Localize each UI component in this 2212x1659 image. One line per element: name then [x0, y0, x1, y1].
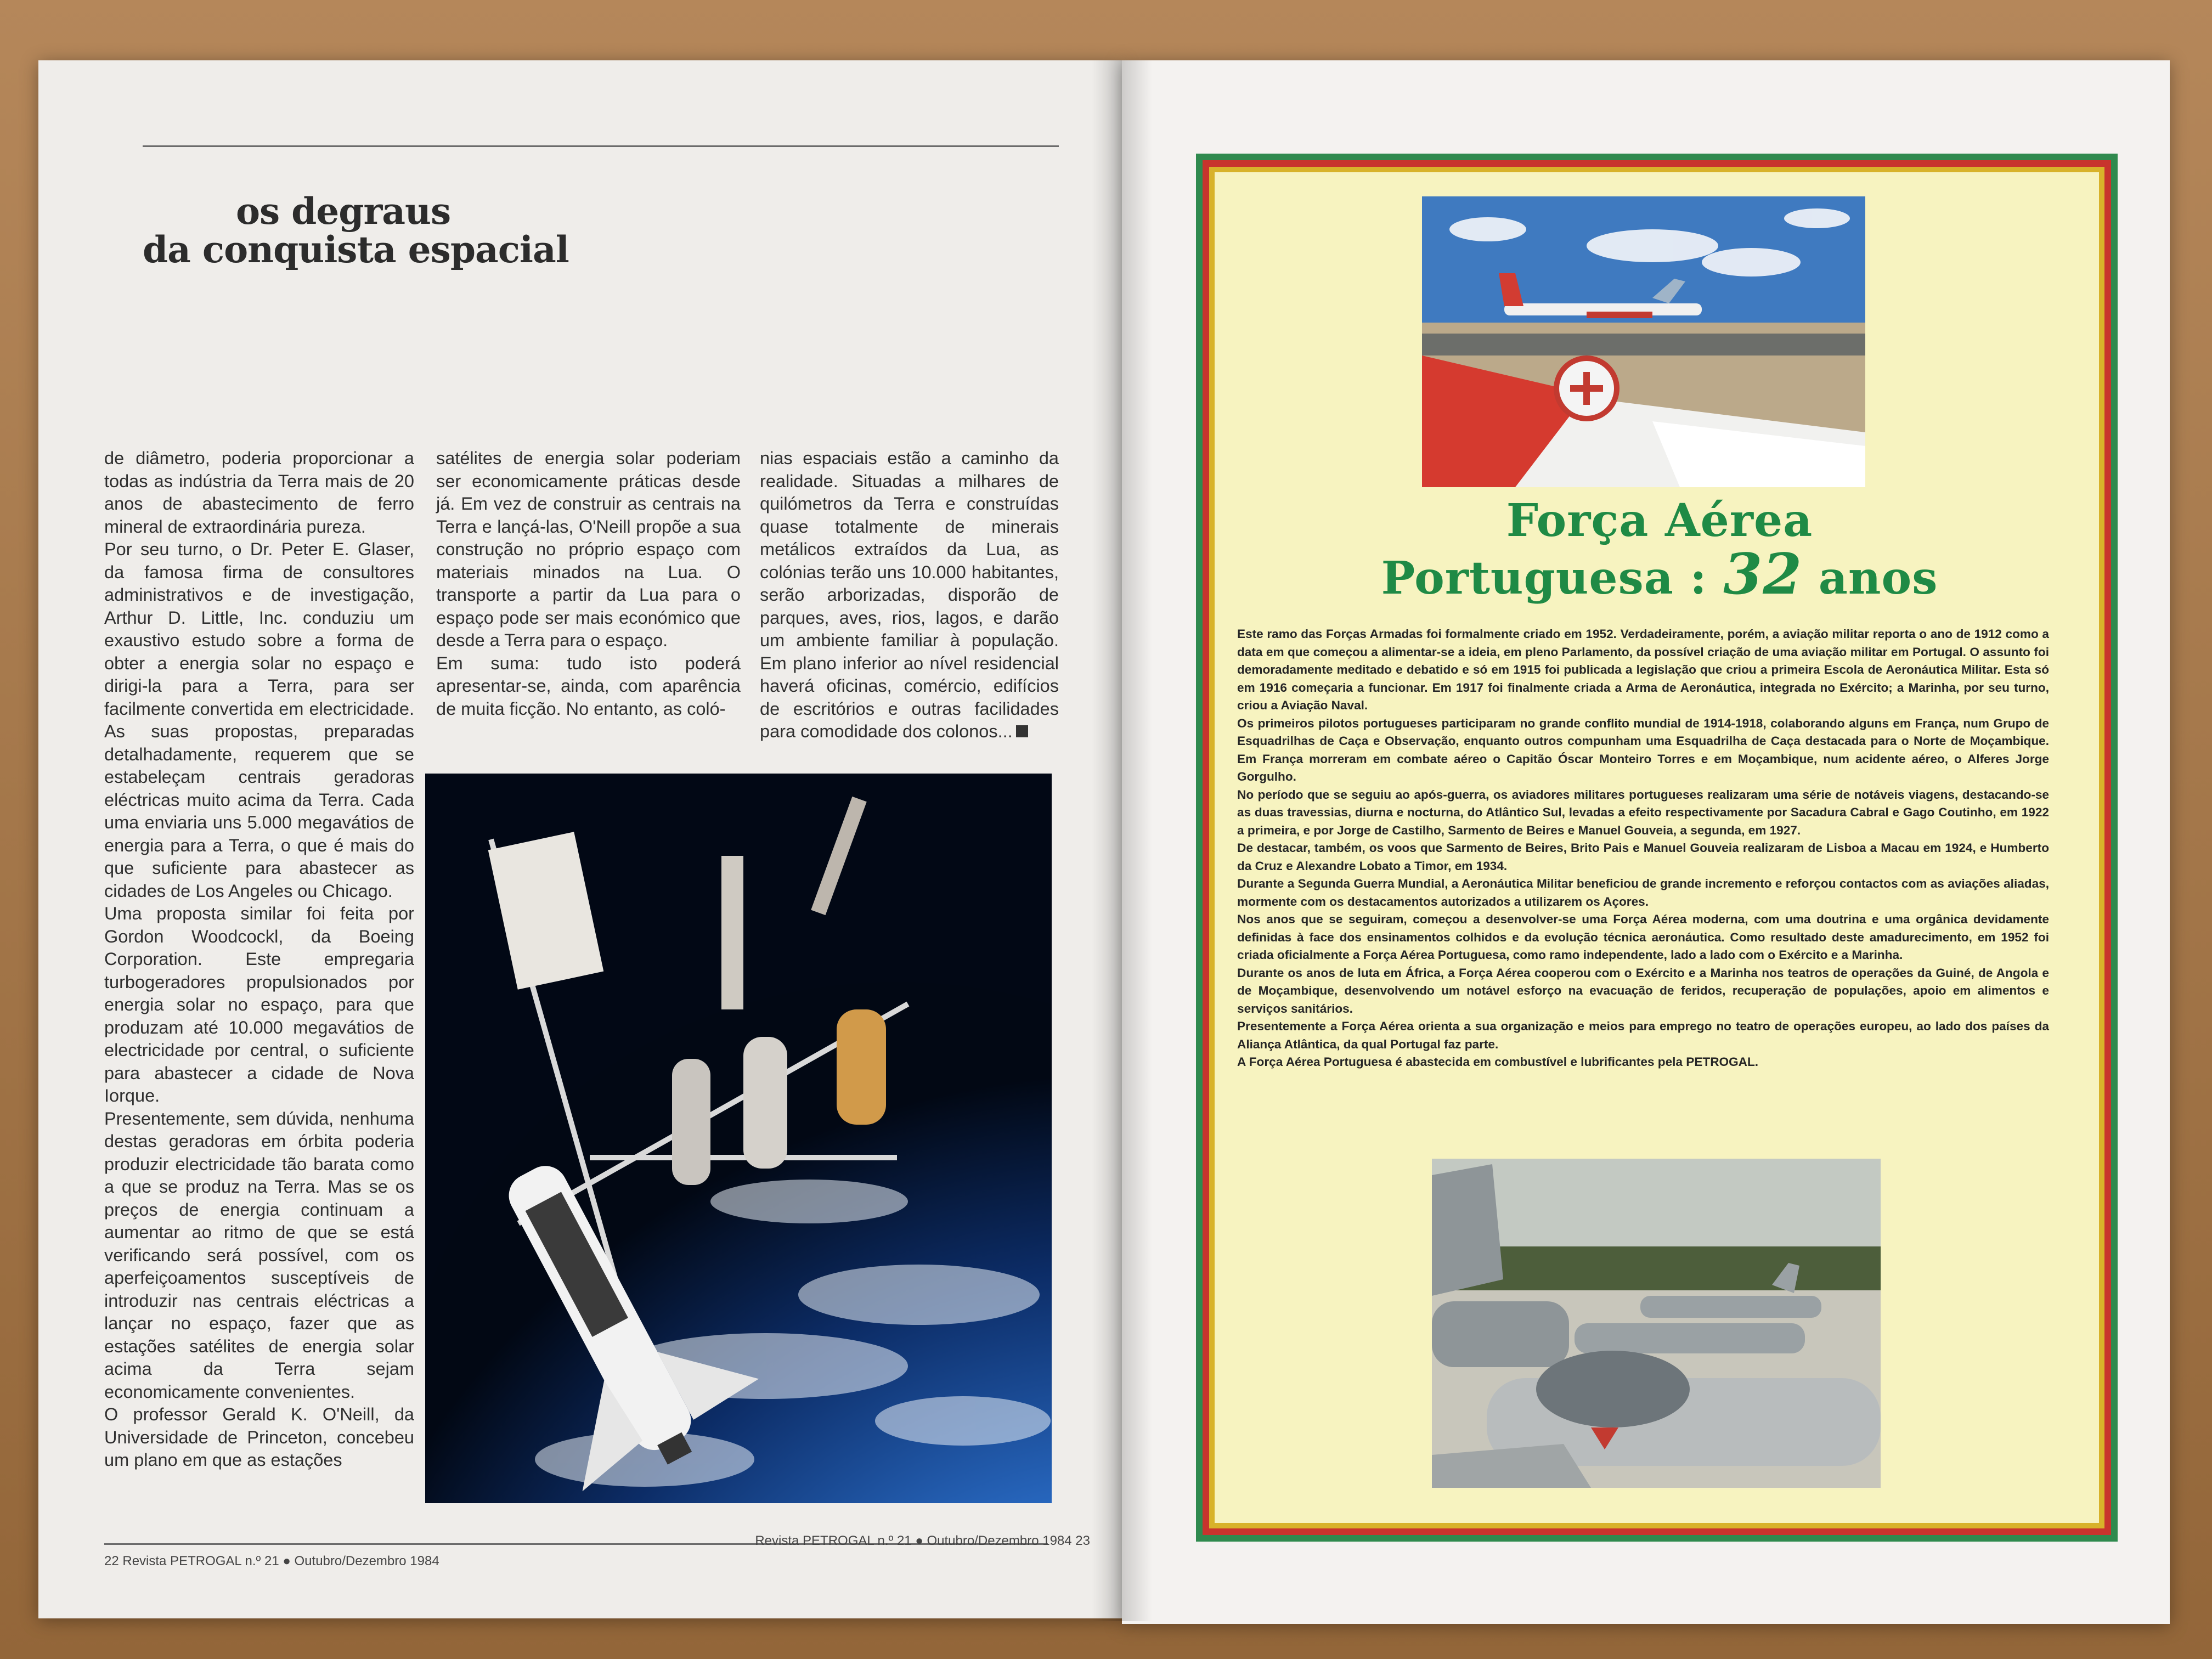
aircraft-photo-artwork — [1422, 196, 1865, 487]
paragraph: Este ramo das Forças Armadas foi formalmente criado em 1952. Verdadeiramente, porém, a aviação militar reporta o ano de 1912 como a data em que começou a alimentar-se a ideia, em pleno Parlamento, da possível criação de uma aviação militar em Portugal. O assunto foi demoradamente meditado e debatido e só em 1915 foi publicada a legislação que criou a primeira Escola de Aeronáutica Militar. Esta só em 1916 começaria a funcionar. Em 1917 foi finalmente criada a Arma de Aeronáutica, integrada no Exército; a Marinha, por seu turno, criou a Aviação Naval. — [1237, 627, 2049, 712]
title-line-2: da conquista espacial — [143, 228, 569, 271]
paragraph-text: nias espaciais estão a caminho da realidade. Situadas a milhares de quilómetros da Terra e construídas quase totalmente de minerais metálicos extraídos da Lua, as colónias terão uns 10.000 habitantes, serão arborizadas, disporão de parques, aves, rios, lagos, e darão um ambiente familiar à população. Em plano inferior ao nível residencial haverá oficinas, comércio, edifícios de escritórios e outras facilidades para comodidade dos colonos... — [760, 448, 1059, 741]
text-column-3 — [760, 447, 1059, 743]
top-rule — [143, 145, 1059, 147]
paragraph: Durante os anos de luta em África, a Força Aérea cooperou com o Exército e a Marinha nos teatros de operações da Guiné, de Angola e de Moçambique, desenvolvendo um notável esforço na evacuação de feridos, recuperação de populações, apoio em alimentos e serviços sanitários. — [1237, 966, 2049, 1015]
paragraph: O professor Gerald K. O'Neill, da Universidade de Princeton, concebeu um plano em que as estações — [104, 1404, 414, 1470]
paragraph: No período que se seguiu ao após-guerra, os aviadores militares portugueses realizaram uma série de notáveis viagens, destacando-se as duas travessias, diurna e nocturna, do Atlântico Sul, levadas a efeito respectivamente por Sacadura Cabral e Gago Coutinho, em 1922 a primeira, e por Jorge de Castilho, Sarmento de Beires e Manuel Gouveia, a segunda, em 1927. — [1237, 787, 2049, 837]
poster-title-suffix: anos — [1818, 552, 1938, 605]
poster-title-number: 32 — [1723, 541, 1803, 607]
paragraph: A Força Aérea Portuguesa é abastecida em combustível e lubrificantes pela PETROGAL. — [1237, 1055, 1759, 1069]
text-column-1 — [104, 447, 414, 1472]
paragraph: Nos anos que se seguiram, começou a desenvolver-se uma Força Aérea moderna, com uma doutrina e uma orgânica devidamente definidas à face dos ensinamentos colhidos e da evolução técnica aeronáutica. Como resultado deste amadurecimento, em 1952 foi criada oficialmente a Força Aérea Portuguesa, como ramo independente, lado a lado com o Exército e a Marinha. — [1237, 912, 2049, 962]
paragraph: Uma proposta similar foi feita por Gordon Woodcockl, da Boeing Corporation. Este empregaria turbogeradores propulsionados por energia solar no espaço, para que produzam até 10.000 megavátios de electricidade por central, o suficiente para abastecer a cidade de Nova Iorque. — [104, 904, 414, 1105]
paragraph: Presentemente, sem dúvida, nenhuma destas geradoras em órbita poderia produzir electricidade tão barata como a que se produz na Terra. Mas se os preços de energia continuam a aumentar ao ritmo de que se está verificando será possível, com os aperfeiçoamentos susceptíveis de introduzir nas centrais eléctricas a lançar no espaço, fazer que as estações satélites de energia solar acima da Terra sejam economicamente convenientes. — [104, 1108, 414, 1402]
text-column-2 — [436, 447, 741, 720]
aircraft-photo-bottom — [1432, 1159, 1881, 1488]
poster-title — [1328, 494, 1991, 605]
paragraph: Os primeiros pilotos portugueses participaram no grande conflito mundial de 1914-1918, colaborando alguns em França, num Grupo de Esquadrilhas de Caça e Observação, enquanto outros compunham uma Esquadrilha de Caça destacada para o Norte de Moçambique. Em França morreram em combate aéreo o Capitão Óscar Monteiro Torres e em Moçambique, num acidente aéreo, o Alferes Jorge Gorgulho. — [1237, 716, 2049, 783]
paragraph: Por seu turno, o Dr. Peter E. Glaser, da famosa firma de consultores administrativos e de investigação, Arthur D. Little, Inc. conduziu um exaustivo estudo sobre a forma de obter a energia solar no espaço e dirigi-la para a Terra, para ser facilmente convertida em electricidade. As suas propostas, preparadas detalhadamente, requerem que se estabeleçam centrais geradoras eléctricas muito acima da Terra. Cada uma enviaria uns 5.000 megavátios de energia para a Terra, o que é mais do que suficiente para abastecer as cidades de Los Angeles ou Chicago. — [104, 539, 414, 901]
page-footer-right: Revista PETROGAL n.º 21 ● Outubro/Dezembro 1984 23 — [755, 1533, 1090, 1548]
end-mark-icon — [1016, 725, 1028, 737]
paragraph: Durante a Segunda Guerra Mundial, a Aeronáutica Militar beneficiou de grande incremento e reforçou contactos com as aviações aliadas, mormente com os destacamentos autorizados a utilizarem os Açores. — [1237, 877, 2049, 909]
paragraph — [760, 447, 1059, 743]
poster-title-line-1: Força Aérea — [1506, 494, 1813, 547]
space-station-artwork — [425, 774, 1052, 1503]
paragraph: Em suma: tudo isto poderá apresentar-se, ainda, com aparência de muita ficção. No entanto, as coló- — [436, 653, 741, 719]
article-title — [143, 192, 582, 269]
aircraft-row-artwork — [1432, 1159, 1881, 1488]
page-footer-left: 22 Revista PETROGAL n.º 21 ● Outubro/Dezembro 1984 — [104, 1554, 439, 1568]
poster-title-line-2 — [1328, 541, 1991, 607]
poster-title-word: Portuguesa : — [1381, 552, 1707, 605]
aircraft-photo-top — [1422, 196, 1865, 487]
page-gutter — [1092, 60, 1152, 1621]
poster-body-text — [1237, 625, 2049, 1071]
title-line-1: os degraus — [236, 190, 451, 233]
space-station-illustration — [425, 774, 1052, 1503]
paragraph: de diâmetro, poderia proporcionar a todas as indústria da Terra mais de 20 anos de abastecimento de ferro mineral de extraordinária pureza. — [104, 448, 414, 537]
paragraph: De destacar, também, os voos que Sarmento de Beires, Brito Pais e Manuel Gouveia realizaram de Lisboa a Macau em 1924, e Humberto da Cruz e Alexandre Lobato a Timor, em 1934. — [1237, 841, 2049, 873]
paragraph: satélites de energia solar poderiam ser economicamente práticas desde já. Em vez de construir as centrais na Terra e lançá-las, O'Neill propõe a sua construção no próprio espaço com materiais minados na Lua. O transporte a partir da Lua para o espaço pode ser mais económico que desde a Terra para o espaço. — [436, 448, 741, 650]
paragraph: Presentemente a Força Aérea orienta a sua organização e meios para emprego no teatro de operações europeu, ao lado dos países da Aliança Atlântica, da qual Portugal faz parte. — [1237, 1019, 2049, 1051]
